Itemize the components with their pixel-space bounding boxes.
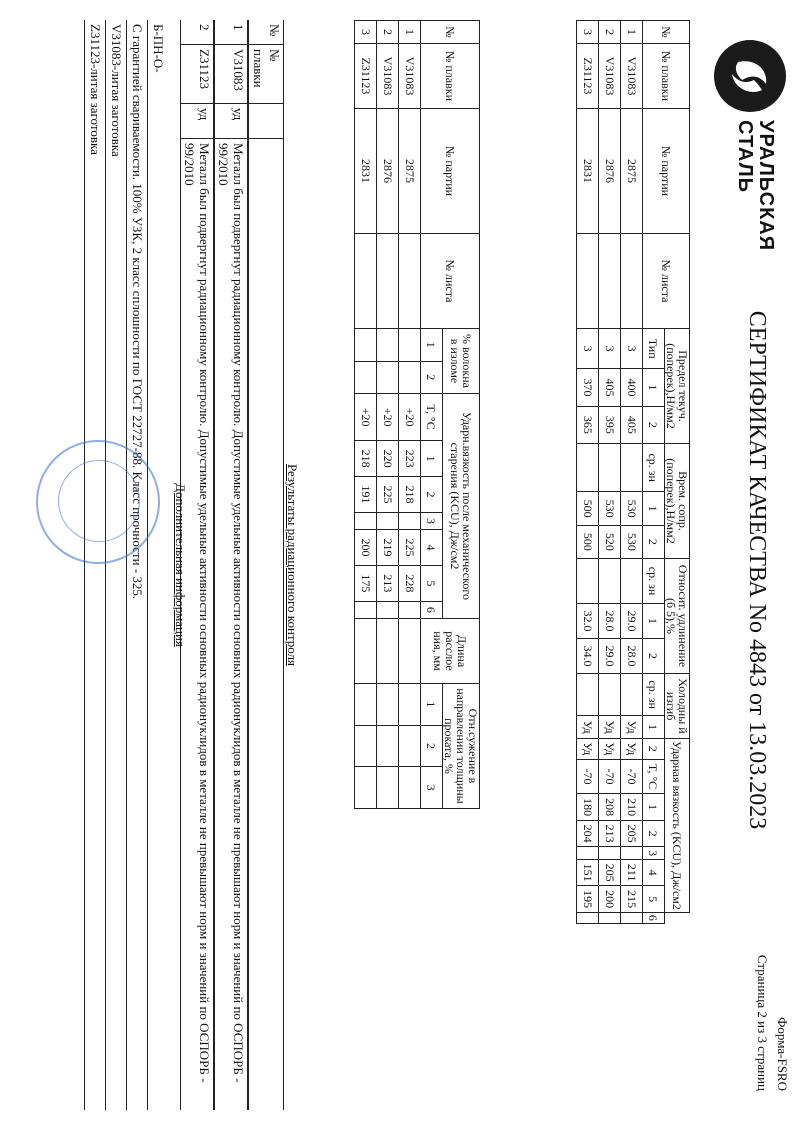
cell-aging-1: 220 <box>377 441 399 477</box>
cell-yield-2: 405 <box>621 406 643 443</box>
cell-narrow-2 <box>377 725 399 767</box>
cell-impact-1: 210 <box>621 794 643 820</box>
cell-narrow-3 <box>377 767 399 809</box>
cell-aging-4: 200 <box>355 530 377 566</box>
cell-elong-2: 29.0 <box>599 639 621 674</box>
cell-aging-3 <box>377 512 399 529</box>
cell-batch: 2875 <box>621 109 643 234</box>
cell-tensile-1: 530 <box>599 492 621 525</box>
cell-elong-1: 32.0 <box>577 604 599 639</box>
col-heat: № плавки <box>643 44 690 109</box>
sub-aging-2: 2 <box>421 477 443 513</box>
cell-impact-5: 200 <box>599 886 621 913</box>
cell-aging-5: 175 <box>355 565 377 601</box>
cell-bend-2: Уд <box>577 739 599 760</box>
cell-bend-1: Уд <box>599 716 621 739</box>
rad-col-no: № <box>249 20 283 45</box>
seal-inner-ring <box>58 460 140 542</box>
sub-elong-avg: ср. зн <box>643 674 665 716</box>
col-tensile: Врем. сопр. (поперек),Н/мм2 <box>665 444 690 559</box>
sub-impact-2: 2 <box>643 820 665 846</box>
cell-batch: 2831 <box>355 109 377 234</box>
form-code: Форма-FSRO <box>775 1017 790 1091</box>
cell-no: 1 <box>399 21 421 44</box>
table-row <box>577 21 599 924</box>
rad-col-unit <box>249 104 283 139</box>
table-row <box>621 21 643 924</box>
cell-fiber-1 <box>377 329 399 362</box>
sub-aging-1: 1 <box>421 441 443 477</box>
cell-type: 3 <box>621 329 643 369</box>
sub-impact-3: 3 <box>643 847 665 860</box>
logo-text-line-1: УРАЛЬСКАЯ <box>755 120 777 252</box>
cell-fiber-2 <box>377 361 399 394</box>
cell-tensile-avg <box>577 559 599 604</box>
cell-narrow-2 <box>355 725 377 767</box>
sub-tensile-2: 2 <box>643 525 665 558</box>
cell-tensile-2: 500 <box>577 525 599 558</box>
col-yield: Предел текуч. (поперек),Н/мм2 <box>665 329 690 444</box>
cell-impact-3 <box>599 847 621 860</box>
aging-properties-table <box>354 20 480 809</box>
cell-impact-4: 211 <box>621 859 643 885</box>
col-batch: № партии <box>643 109 690 234</box>
cell-batch: 2876 <box>599 109 621 234</box>
cell-batch: 2875 <box>399 109 421 234</box>
sub-yield-avg: ср. зн <box>643 444 665 492</box>
cell-yield-avg <box>599 444 621 492</box>
sub-impact-1: 1 <box>643 794 665 820</box>
cell-impact-3 <box>621 847 643 860</box>
rad-text: Металл был подвергнут радиационному контролю. Допустимые удельные активности основных радионуклидов в металле не превышают норм и значений по ОСПОРБ - 99/2010 <box>182 143 212 1083</box>
cell-temp: -70 <box>577 759 599 794</box>
sub-impact-6: 6 <box>643 912 665 923</box>
cell-fiber-2 <box>399 361 421 394</box>
cell-aging-4: 225 <box>399 530 421 566</box>
cell-sheet <box>577 234 599 329</box>
rad-heat: V31083 <box>215 45 247 104</box>
rad-col-heat: № плавки <box>249 45 283 104</box>
cell-narrow-1 <box>399 684 421 726</box>
cell-impact-5: 195 <box>577 886 599 913</box>
additional-line: Z31123-литая заготовка <box>84 20 105 1110</box>
cell-temp: -70 <box>621 759 643 794</box>
additional-info-section <box>84 20 188 1110</box>
cell-crack <box>355 619 377 684</box>
sub-elong-2: 2 <box>643 639 665 674</box>
cell-crack <box>399 619 421 684</box>
cell-aging-5: 213 <box>377 565 399 601</box>
cell-type: 3 <box>599 329 621 369</box>
form-id <box>752 955 792 1091</box>
rad-text: Металл был подвергнут радиационному контролю. Допустимые удельные активности основных радионуклидов в металле не превышают норм и значений по ОСПОРБ - 99/2010 <box>216 143 246 1083</box>
sub-tensile-avg: ср. зн <box>643 559 665 604</box>
page-number: Страница 2 из 3 страниц <box>755 954 770 1091</box>
sub-yield-1: 1 <box>643 369 665 406</box>
sub-aging-5: 5 <box>421 565 443 601</box>
additional-line: Б-ПН-О- <box>147 20 168 1110</box>
radiation-section <box>180 20 300 1110</box>
cell-tensile-avg <box>599 559 621 604</box>
list-item <box>214 20 248 1110</box>
company-logo <box>706 40 786 300</box>
cell-aging-5: 228 <box>399 565 421 601</box>
sub-tensile-1: 1 <box>643 492 665 525</box>
sub-narrow-1: 1 <box>421 684 443 726</box>
cell-aging-6 <box>399 601 421 618</box>
sub-narrow-2: 2 <box>421 725 443 767</box>
col-narrow: Отн.сужение в направлении толщины проката, % <box>443 684 480 809</box>
cell-elong-avg <box>621 674 643 716</box>
sub-aging-4: 4 <box>421 530 443 566</box>
cell-temp: +20 <box>377 394 399 441</box>
col-sheet: № листа <box>643 234 690 329</box>
cell-elong-2: 34.0 <box>577 639 599 674</box>
sub-impact-4: 4 <box>643 859 665 885</box>
sub-fiber-2: 2 <box>421 361 443 394</box>
cell-yield-1: 400 <box>621 369 643 406</box>
cell-impact-5: 215 <box>621 886 643 913</box>
cell-aging-4: 219 <box>377 530 399 566</box>
col-sheet: № листа <box>421 234 480 329</box>
col-heat: № плавки <box>421 44 480 109</box>
cell-impact-1: 180 <box>577 794 599 820</box>
cell-yield-avg <box>577 444 599 492</box>
cell-bend-2: Уд <box>599 739 621 760</box>
cell-narrow-3 <box>399 767 421 809</box>
table-row <box>599 21 621 924</box>
mechanical-properties-table <box>576 20 690 924</box>
col-batch: № партии <box>421 109 480 234</box>
cell-sheet <box>621 234 643 329</box>
cell-no: 3 <box>355 21 377 44</box>
table-row <box>377 21 399 809</box>
cell-aging-6 <box>355 601 377 618</box>
rad-unit: уд <box>181 104 213 139</box>
cell-aging-3 <box>399 512 421 529</box>
cell-yield-2: 395 <box>599 406 621 443</box>
cell-aging-3 <box>355 512 377 529</box>
sub-elong-1: 1 <box>643 604 665 639</box>
cell-elong-avg <box>599 674 621 716</box>
cell-no: 2 <box>377 21 399 44</box>
cell-sheet <box>355 234 377 329</box>
certificate-title: СЕРТИФИКАТ КАЧЕСТВА No 4843 от 13.03.2023 <box>744 310 770 830</box>
cell-no: 2 <box>599 21 621 44</box>
sub-impact-5: 5 <box>643 886 665 913</box>
cell-impact-4: 205 <box>599 859 621 885</box>
cell-sheet <box>599 234 621 329</box>
cell-impact-2: 213 <box>599 820 621 846</box>
cell-narrow-1 <box>377 684 399 726</box>
col-no: № <box>643 21 690 44</box>
cell-impact-6 <box>599 912 621 923</box>
cell-impact-2: 204 <box>577 820 599 846</box>
cell-yield-1: 405 <box>599 369 621 406</box>
cell-temp: +20 <box>355 394 377 441</box>
radiation-header-row <box>248 20 284 1110</box>
rad-col-text <box>249 139 283 1110</box>
cell-aging-2: 191 <box>355 477 377 513</box>
cell-aging-2: 218 <box>399 477 421 513</box>
sub-bend-2: 2 <box>643 739 665 760</box>
cell-temp: -70 <box>599 759 621 794</box>
cell-batch: 2876 <box>377 109 399 234</box>
sub-yield-2: 2 <box>643 406 665 443</box>
cell-yield-avg <box>621 444 643 492</box>
cell-heat: V31083 <box>621 44 643 109</box>
radiation-title: Результаты радиационного контроля <box>285 463 300 667</box>
cell-yield-2: 365 <box>577 406 599 443</box>
sub-aging-6: 6 <box>421 601 443 618</box>
cell-bend-1: Уд <box>577 716 599 739</box>
col-impact: Ударная вязкость (KCU), Дж/см2 <box>665 739 690 913</box>
cell-heat: V31083 <box>399 44 421 109</box>
cell-tensile-avg <box>621 559 643 604</box>
sub-bend-1: 1 <box>643 716 665 739</box>
cell-sheet <box>399 234 421 329</box>
cell-elong-avg <box>577 674 599 716</box>
cell-no: 3 <box>577 21 599 44</box>
cell-aging-2: 225 <box>377 477 399 513</box>
cell-tensile-1: 500 <box>577 492 599 525</box>
additional-info-title: Дополнительная информация <box>173 483 188 647</box>
logo-emblem-icon <box>714 40 786 112</box>
table-row <box>399 21 421 809</box>
cell-impact-3 <box>577 847 599 860</box>
cell-heat: Z31123 <box>577 44 599 109</box>
table-row <box>355 21 377 809</box>
cell-aging-6 <box>377 601 399 618</box>
cell-elong-2: 28.0 <box>621 639 643 674</box>
cell-impact-4: 151 <box>577 859 599 885</box>
cell-tensile-1: 530 <box>621 492 643 525</box>
sub-aging-3: 3 <box>421 512 443 529</box>
cell-impact-6 <box>621 912 643 923</box>
cell-crack <box>377 619 399 684</box>
cell-aging-1: 223 <box>399 441 421 477</box>
cell-impact-2: 205 <box>621 820 643 846</box>
cell-aging-1: 218 <box>355 441 377 477</box>
rad-heat: Z31123 <box>181 45 213 104</box>
logo-text-line-2: СТАЛЬ <box>734 120 756 193</box>
col-fiber: % волокна в изломе <box>443 329 480 394</box>
cell-tensile-2: 520 <box>599 525 621 558</box>
sub-fiber-1: 1 <box>421 329 443 362</box>
rad-no: 2 <box>181 20 213 45</box>
sub-type: Тип <box>643 329 665 369</box>
additional-line: С гарантией свариваемости. 100% УЗК, 2 класс сплошности по ГОСТ 22727-88. Класс прочности - 325. <box>126 20 147 1110</box>
cell-elong-1: 29.0 <box>621 604 643 639</box>
sub-aging-temp: T, °C <box>421 394 443 441</box>
cell-heat: Z31123 <box>355 44 377 109</box>
cell-elong-1: 28.0 <box>599 604 621 639</box>
rad-no: 1 <box>215 20 247 45</box>
cell-fiber-2 <box>355 361 377 394</box>
cell-impact-1: 208 <box>599 794 621 820</box>
sub-impact-temp: T, °C <box>643 759 665 794</box>
additional-line: V31083-литая заготовка <box>105 20 126 1110</box>
col-elongation: Относит. удлинение (б 5),% <box>665 559 690 674</box>
cell-temp: +20 <box>399 394 421 441</box>
cell-bend-2: Уд <box>621 739 643 760</box>
cell-fiber-1 <box>355 329 377 362</box>
cell-yield-1: 370 <box>577 369 599 406</box>
cell-bend-1: Уд <box>621 716 643 739</box>
cell-batch: 2831 <box>577 109 599 234</box>
col-crack: Длина расслое ния, мм <box>421 619 480 684</box>
cell-impact-6 <box>577 912 599 923</box>
sub-narrow-3: 3 <box>421 767 443 809</box>
cell-type: 3 <box>577 329 599 369</box>
col-no: № <box>421 21 480 44</box>
cell-fiber-1 <box>399 329 421 362</box>
company-seal-stamp <box>36 440 160 564</box>
cell-narrow-1 <box>355 684 377 726</box>
cell-heat: V31083 <box>377 44 399 109</box>
cell-sheet <box>377 234 399 329</box>
col-aging: Ударн.вязкость после механического старения (KCU), Дж/см2 <box>443 394 480 619</box>
cell-narrow-2 <box>399 725 421 767</box>
rad-unit: уд <box>215 104 247 139</box>
cell-no: 1 <box>621 21 643 44</box>
cell-heat: V31083 <box>599 44 621 109</box>
col-bend: Холодны й изгиб <box>665 674 690 739</box>
cell-narrow-3 <box>355 767 377 809</box>
cell-tensile-2: 530 <box>621 525 643 558</box>
